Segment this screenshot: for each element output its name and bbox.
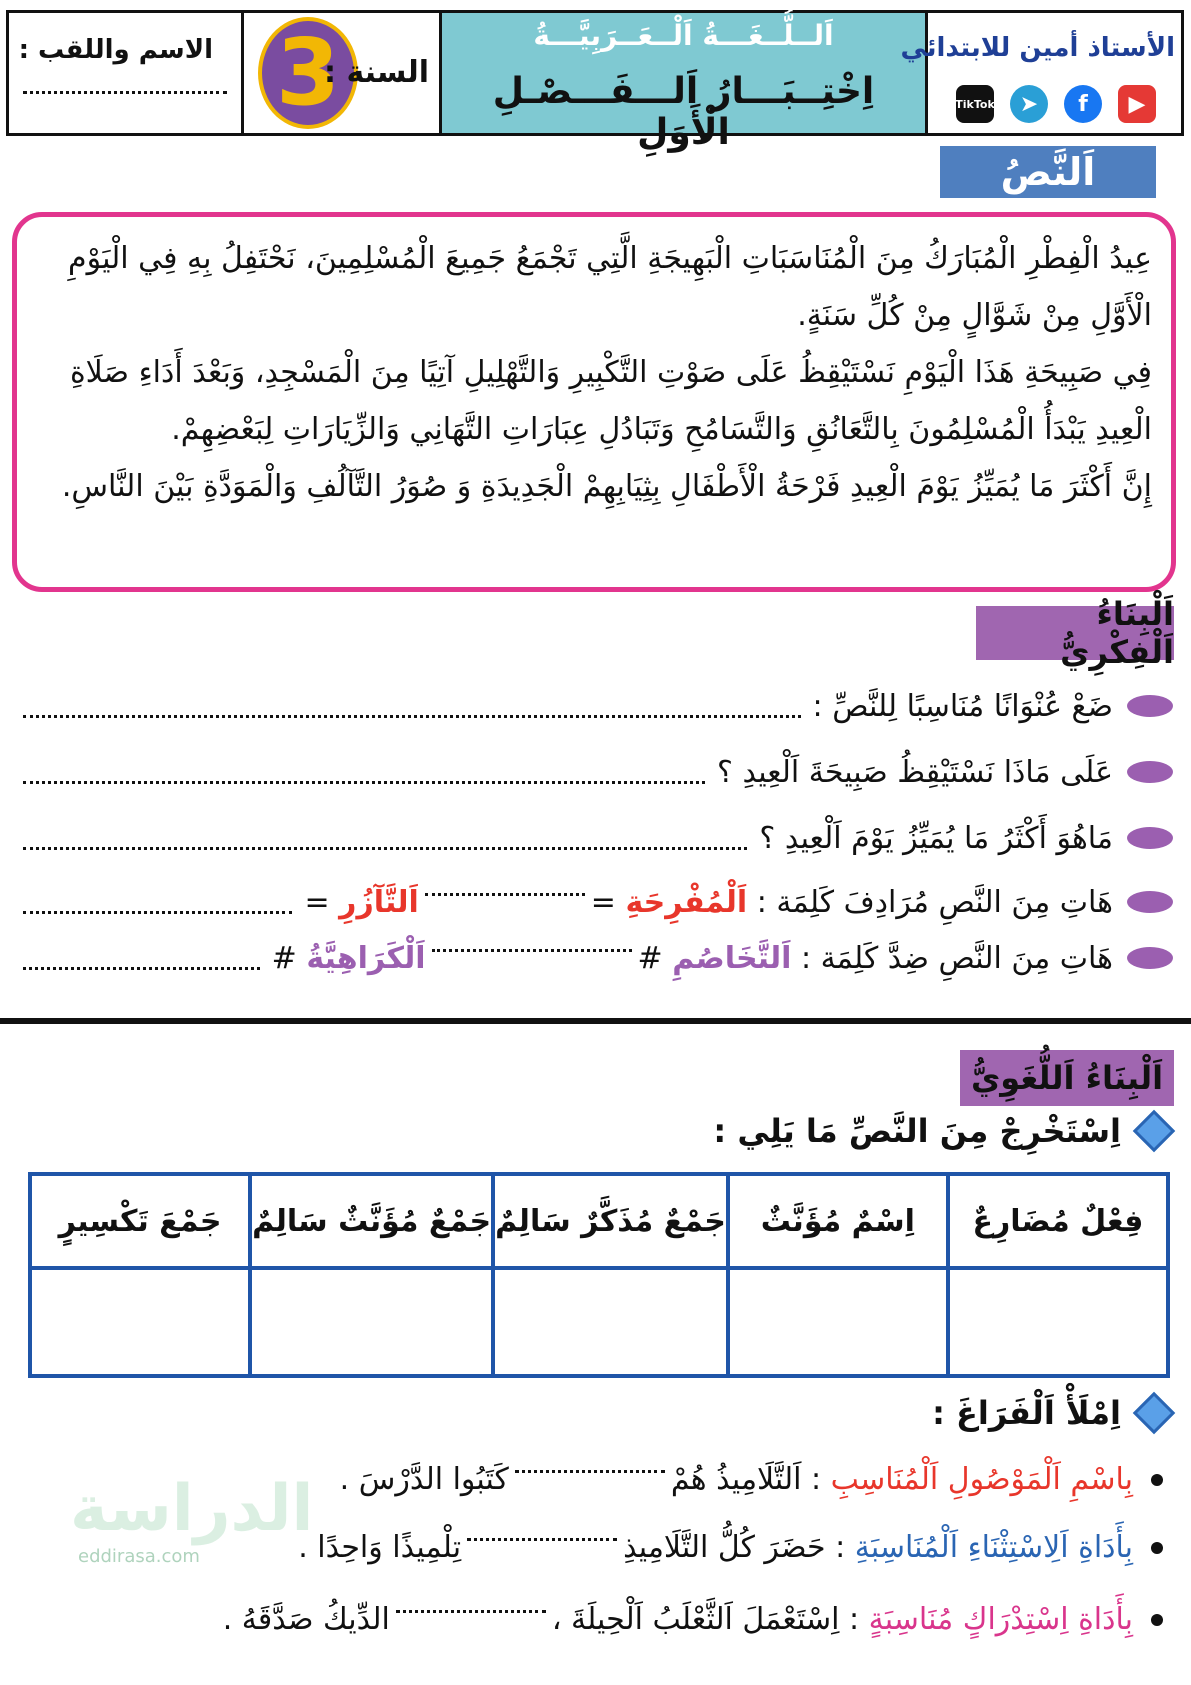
bullet-icon bbox=[1127, 761, 1173, 783]
year-number: 3 bbox=[275, 19, 340, 126]
bullet-icon bbox=[1127, 891, 1173, 913]
tiktok-icon[interactable] bbox=[956, 85, 994, 123]
question-5 bbox=[13, 930, 1173, 986]
answer-line[interactable] bbox=[23, 781, 705, 784]
table-column bbox=[248, 1176, 491, 1374]
section-divider bbox=[0, 1018, 1191, 1024]
question-text: ضَعْ عُنْوَانًا مُنَاسِبًا لِلنَّصِّ : bbox=[812, 688, 1113, 724]
table-header: جَمْعٌ مُذَكَّرٌ سَالِمٌ bbox=[495, 1176, 726, 1270]
exam-header bbox=[6, 10, 1184, 153]
diamond-icon bbox=[1133, 1392, 1175, 1434]
hash-sign: # bbox=[271, 940, 297, 976]
table-cell[interactable] bbox=[730, 1270, 946, 1374]
table-cell[interactable] bbox=[495, 1270, 726, 1374]
answer-line[interactable] bbox=[23, 911, 292, 914]
answer-line[interactable] bbox=[23, 967, 260, 970]
question-4 bbox=[13, 874, 1173, 930]
extract-instruction bbox=[713, 1112, 1169, 1150]
passage-paragraph: فِي صَبِيحَةِ هَذَا الْيَوْمِ نَسْتَيْقِظُ عَلَى صَوْتِ التَّكْبِيرِ وَالتَّهْلِيلِ آتِيًا مِنَ الْمَسْجِدِ، وَبَعْدَ أَدَاءِ صَلَاةِ الْعِيدِ يَبْدَأُ الْمُسْلِمُونَ بِالتَّعَانُقِ وَالتَّسَامُحِ وَتَبَادُلِ عِبَارَاتِ التَّهَانِي وَالزِّيَارَاتِ لِبَعْضِهِمْ. bbox=[69, 355, 1152, 447]
passage-text bbox=[36, 230, 1152, 515]
teacher-cell bbox=[900, 13, 1181, 133]
extract-table bbox=[28, 1172, 1170, 1378]
fill-sentence-end: كَتَبُوا الدَّرْسَ . bbox=[339, 1462, 509, 1497]
subject-title: اَلــلُّــغَـــةُ اَلْــعَــرَبِيَّـــةُ bbox=[533, 19, 834, 52]
title-cell bbox=[439, 13, 925, 153]
tiktok-label: TikTok bbox=[955, 97, 995, 111]
facebook-icon[interactable]: f bbox=[1064, 85, 1102, 123]
question-text: هَاتِ مِنَ النَّصِ مُرَادِفَ كَلِمَة : bbox=[756, 884, 1113, 920]
answer-line[interactable] bbox=[23, 847, 747, 850]
bullet-dot bbox=[1151, 1542, 1163, 1554]
bullet-icon bbox=[1127, 947, 1173, 969]
fill-sentence-start: : اَلتَّلَامِيذُ هُمْ bbox=[670, 1462, 822, 1497]
youtube-icon[interactable]: ▶ bbox=[1118, 85, 1156, 123]
answer-line[interactable] bbox=[425, 893, 585, 896]
year-label: السنة : bbox=[324, 55, 429, 90]
fill-sentence-start: : حَضَرَ كُلُّ التَّلَامِيذِ bbox=[623, 1530, 846, 1565]
watermark-logo: الدراسة bbox=[70, 1472, 314, 1546]
question-3 bbox=[13, 810, 1173, 866]
bullet-icon bbox=[1127, 827, 1173, 849]
table-column bbox=[946, 1176, 1166, 1374]
equals-sign: = bbox=[304, 884, 330, 920]
antonym-word-2: اَلْكَرَاهِيَّةُ bbox=[306, 940, 426, 976]
table-cell[interactable] bbox=[252, 1270, 491, 1374]
hash-sign: # bbox=[637, 940, 663, 976]
question-1 bbox=[13, 678, 1173, 734]
blank-line[interactable] bbox=[467, 1538, 617, 1541]
social-icons bbox=[956, 85, 1156, 123]
diamond-icon bbox=[1133, 1110, 1175, 1152]
fill-sentence-end: الدِّيكُ صَدَّقَهُ . bbox=[222, 1602, 390, 1637]
passage-paragraph: إِنَّ أَكْثَرَ مَا يُمَيِّزُ يَوْمَ الْعِيدِ فَرْحَةُ الْأَطْفَالِ بِثِيَابِهِمْ الْجَدِيدَةِ وَ صُوَرُ التَّآلُفِ وَالْمَوَدَّةِ بَيْنَ النَّاسِ. bbox=[61, 469, 1152, 504]
fill-item-3 bbox=[23, 1602, 1163, 1637]
year-cell bbox=[241, 13, 439, 133]
fill-hint: بِأَدَاةِ اِسْتِدْرَاكٍ مُنَاسِبَةٍ bbox=[868, 1602, 1133, 1637]
fill-hint: بِاسْمِ اَلْمَوْصُولِ اَلْمُنَاسِبِ bbox=[830, 1462, 1133, 1497]
exam-title: اِخْتِــبَـــارُ اَلـــفَـــصْـلِ الْأَوَلِ bbox=[492, 71, 875, 153]
text-section-title: اَلنَّصُ bbox=[940, 146, 1156, 198]
question-text: هَاتِ مِنَ النَّصِ ضِدَّ كَلِمَة : bbox=[800, 940, 1113, 976]
equals-sign: = bbox=[590, 884, 616, 920]
table-column bbox=[491, 1176, 726, 1374]
table-cell[interactable] bbox=[950, 1270, 1166, 1374]
blank-line[interactable] bbox=[396, 1610, 546, 1613]
table-header: جَمْعَ تَكْسِيرٍ bbox=[32, 1176, 248, 1270]
table-column bbox=[726, 1176, 946, 1374]
table-header: فِعْلٌ مُضَارِعٌ bbox=[950, 1176, 1166, 1270]
question-text: مَاهُوَ أَكْثَرُ مَا يُمَيِّزُ يَوْمَ اَلْعِيدِ ؟ bbox=[759, 820, 1113, 856]
bullet-dot bbox=[1151, 1474, 1163, 1486]
lughawi-section-title: اَلْبِنَاءُ اَللُّغَوِيُّ bbox=[960, 1050, 1174, 1106]
fill-hint: بِأَدَاةِ اَلِاسْتِثْنَاءِ اَلْمُنَاسِبَةِ bbox=[854, 1530, 1133, 1565]
synonym-word-1: اَلْمُفْرِحَةِ bbox=[625, 884, 748, 920]
antonym-word-1: اَلتَّخَاصُمِ bbox=[672, 940, 792, 976]
teacher-name: الأستاذ أمين للابتدائي bbox=[900, 33, 1175, 63]
fill-sentence-end: تِلْمِيذًا وَاحِدًا . bbox=[298, 1530, 462, 1565]
table-cell[interactable] bbox=[32, 1270, 248, 1374]
question-2 bbox=[13, 744, 1173, 800]
blank-line[interactable] bbox=[515, 1470, 665, 1473]
extract-instruction-text: اِسْتَخْرِجْ مِنَ النَّصِّ مَا يَلِي : bbox=[713, 1112, 1121, 1150]
question-text: عَلَى مَاذَا نَسْتَيْقِظُ صَبِيحَةَ اَلْعِيدِ ؟ bbox=[717, 754, 1113, 790]
passage-paragraph: عِيدُ الْفِطْرِ الْمُبَارَكُ مِنَ الْمُنَاسَبَاتِ الْبَهِيجَةِ الَّتِي تَجْمَعُ جَمِيعَ الْمُسْلِمِينَ، نَحْتَفِلُ بِهِ فِي الْيَوْمِ الْأَوَّلِ مِنْ شَوَّالٍ مِنْ كُلِّ سَنَةٍ. bbox=[68, 241, 1152, 333]
fikri-section-title: اَلْبِنَاءُ اَلْفِكْرِيُّ bbox=[976, 606, 1174, 660]
student-name-cell bbox=[9, 13, 241, 133]
telegram-icon[interactable]: ➤ bbox=[1010, 85, 1048, 123]
fill-sentence-start: : اِسْتَعْمَلَ اَلثَّعْلَبُ اَلْحِيلَةَ ، bbox=[551, 1602, 860, 1637]
name-field[interactable] bbox=[23, 91, 227, 94]
synonym-word-2: اَلتَّآزُرِ bbox=[339, 884, 419, 920]
watermark-url: eddirasa.com bbox=[78, 1546, 200, 1567]
fill-instruction bbox=[932, 1394, 1169, 1432]
bullet-dot bbox=[1151, 1614, 1163, 1626]
answer-line[interactable] bbox=[432, 949, 632, 952]
bullet-icon bbox=[1127, 695, 1173, 717]
table-header: اِسْمٌ مُؤَنَّثٌ bbox=[730, 1176, 946, 1270]
name-label: الاسم واللقب : bbox=[18, 35, 213, 65]
table-header: جَمْعٌ مُؤَنَّثٌ سَالِمٌ bbox=[252, 1176, 491, 1270]
fill-instruction-text: اِمْلَأْ اَلْفَرَاغَ : bbox=[932, 1394, 1121, 1432]
table-column bbox=[32, 1176, 248, 1374]
answer-line[interactable] bbox=[23, 715, 801, 718]
